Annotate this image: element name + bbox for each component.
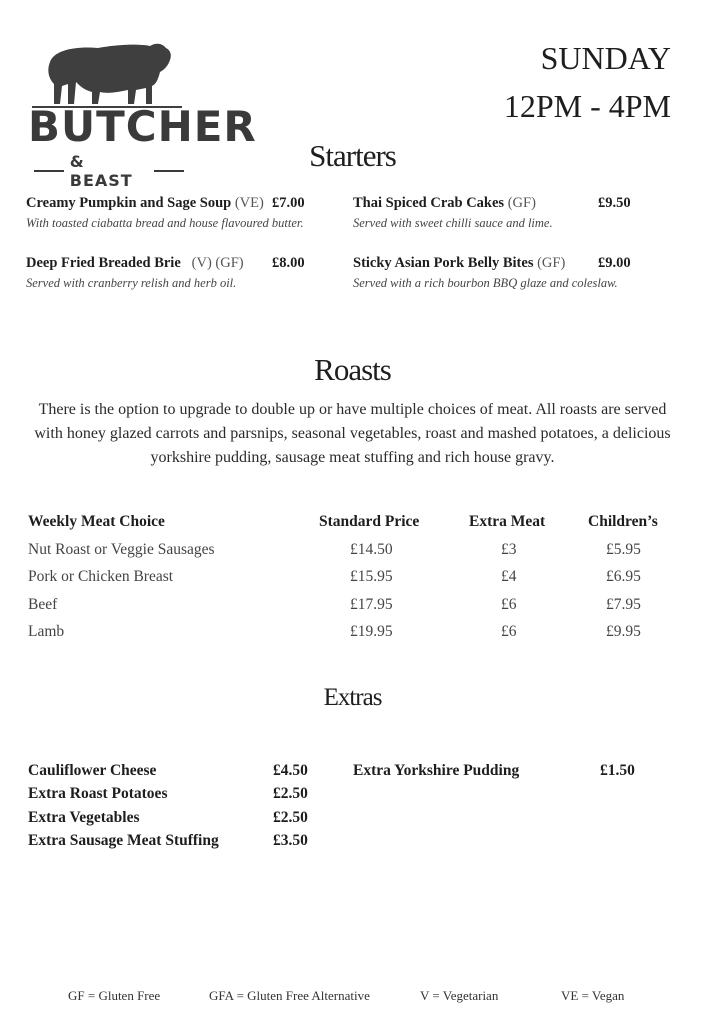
logo-subtext: & BEAST xyxy=(69,152,133,190)
starter-item-desc: With toasted ciabatta bread and house flavoured butter. xyxy=(26,216,304,230)
starter-item-name: Sticky Asian Pork Belly Bites (GF) xyxy=(353,255,566,271)
extra-item-name: Cauliflower Cheese xyxy=(28,762,157,779)
starter-item-desc: Served with a rich bourbon BBQ glaze and coleslaw. xyxy=(353,276,618,290)
table-cell-children: £9.95 xyxy=(606,623,641,640)
table-cell-extra: £6 xyxy=(501,623,517,640)
hours-heading: 12PM - 4PM xyxy=(503,88,671,124)
legend-item: VE = Vegan xyxy=(561,988,625,1003)
table-cell-meat: Nut Roast or Veggie Sausages xyxy=(28,541,215,558)
table-cell-children: £6.95 xyxy=(606,568,641,585)
table-cell-standard: £15.95 xyxy=(350,568,393,585)
table-cell-extra: £4 xyxy=(501,568,517,585)
legend-item: GFA = Gluten Free Alternative xyxy=(209,988,370,1003)
starter-item-desc: Served with cranberry relish and herb oil. xyxy=(26,276,237,290)
extra-item-name: Extra Vegetables xyxy=(28,809,140,826)
logo-wordmark: BUTCHER xyxy=(28,102,257,151)
starter-item-desc: Served with sweet chilli sauce and lime. xyxy=(353,216,553,230)
table-header-meat: Weekly Meat Choice xyxy=(28,513,165,530)
starter-item-price: £7.00 xyxy=(272,195,305,211)
starter-item-price: £9.00 xyxy=(598,255,631,271)
extra-item-price: £4.50 xyxy=(273,762,308,779)
extra-item-price: £1.50 xyxy=(600,762,635,779)
extra-item-name: Extra Yorkshire Pudding xyxy=(353,762,520,779)
table-cell-meat: Pork or Chicken Breast xyxy=(28,568,174,585)
table-header-standard: Standard Price xyxy=(319,513,420,530)
starter-item-price: £8.00 xyxy=(272,255,305,271)
table-cell-standard: £14.50 xyxy=(350,541,393,558)
table-cell-extra: £3 xyxy=(501,541,517,558)
extra-item-name: Extra Sausage Meat Stuffing xyxy=(28,832,219,849)
table-cell-extra: £6 xyxy=(501,596,517,613)
table-cell-children: £5.95 xyxy=(606,541,641,558)
starters-title: Starters xyxy=(309,138,396,173)
starter-item-name: Thai Spiced Crab Cakes (GF) xyxy=(353,195,536,211)
extra-item-price: £2.50 xyxy=(273,785,308,802)
legend-item: GF = Gluten Free xyxy=(68,988,161,1003)
roasts-title: Roasts xyxy=(314,352,391,387)
extra-item-price: £2.50 xyxy=(273,809,308,826)
table-cell-standard: £17.95 xyxy=(350,596,393,613)
table-cell-meat: Lamb xyxy=(28,623,65,640)
starter-item-name: Deep Fried Breaded Brie (V) (GF) xyxy=(26,255,244,271)
starter-item-name: Creamy Pumpkin and Sage Soup (VE) xyxy=(26,195,264,211)
starter-item-price: £9.50 xyxy=(598,195,631,211)
extra-item-price: £3.50 xyxy=(273,832,308,849)
table-header-extra: Extra Meat xyxy=(469,513,546,530)
day-heading: SUNDAY xyxy=(540,40,671,76)
table-cell-children: £7.95 xyxy=(606,596,641,613)
extras-title: Extras xyxy=(323,684,382,711)
roasts-intro: There is the option to upgrade to double up or have multiple choices of meat. All roasts are served with honey glazed carrots and parsnips, seasonal vegetables, roast and mashed potatoes, a delicious yorkshire pudding, sausage meat stuffing and rich house gravy. xyxy=(34,401,671,466)
table-cell-standard: £19.95 xyxy=(350,623,393,640)
table-header-children: Children’s xyxy=(588,513,658,530)
extra-item-name: Extra Roast Potatoes xyxy=(28,785,168,802)
table-cell-meat: Beef xyxy=(28,596,58,613)
legend-item: V = Vegetarian xyxy=(420,988,499,1003)
